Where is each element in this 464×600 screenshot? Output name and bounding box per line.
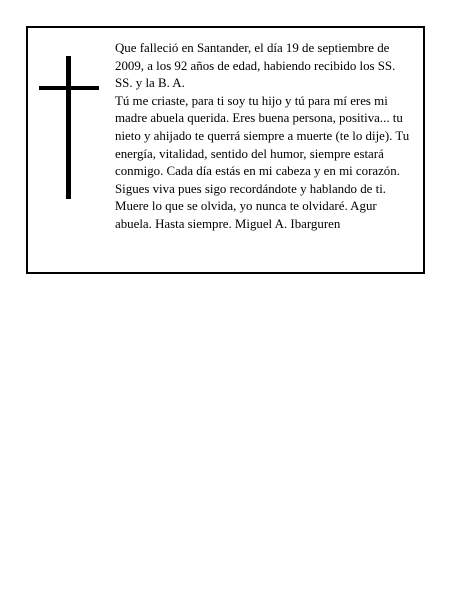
notice-text [115,40,415,234]
notice-paragraph-death-details: Que falleció en Santander, el día 19 de septiembre de 2009, a los 92 años de edad, habiendo recibido los SS. SS. y la B. A. [115,41,396,91]
cross-horizontal-bar [39,86,99,90]
cross-vertical-bar [66,56,71,199]
obituary-notice [26,26,425,274]
notice-paragraph-dedication: Tú me criaste, para ti soy tu hijo y tú para mí eres mi madre abuela querida. Eres buena persona, positiva... tu nieto y ahijado te querrá siempre a muerte (te lo dije). Tu energía, vitalidad, sentido del humor, siempre estará conmigo. Cada día estás en mi cabeza y en mi corazón. Sigues viva pues sigo recordándote y hablando de ti. Muere lo que se olvida, yo nunca te olvidaré. Agur abuela. Hasta siempre. Miguel A. Ibarguren [115,93,410,231]
cross-icon [39,56,99,199]
